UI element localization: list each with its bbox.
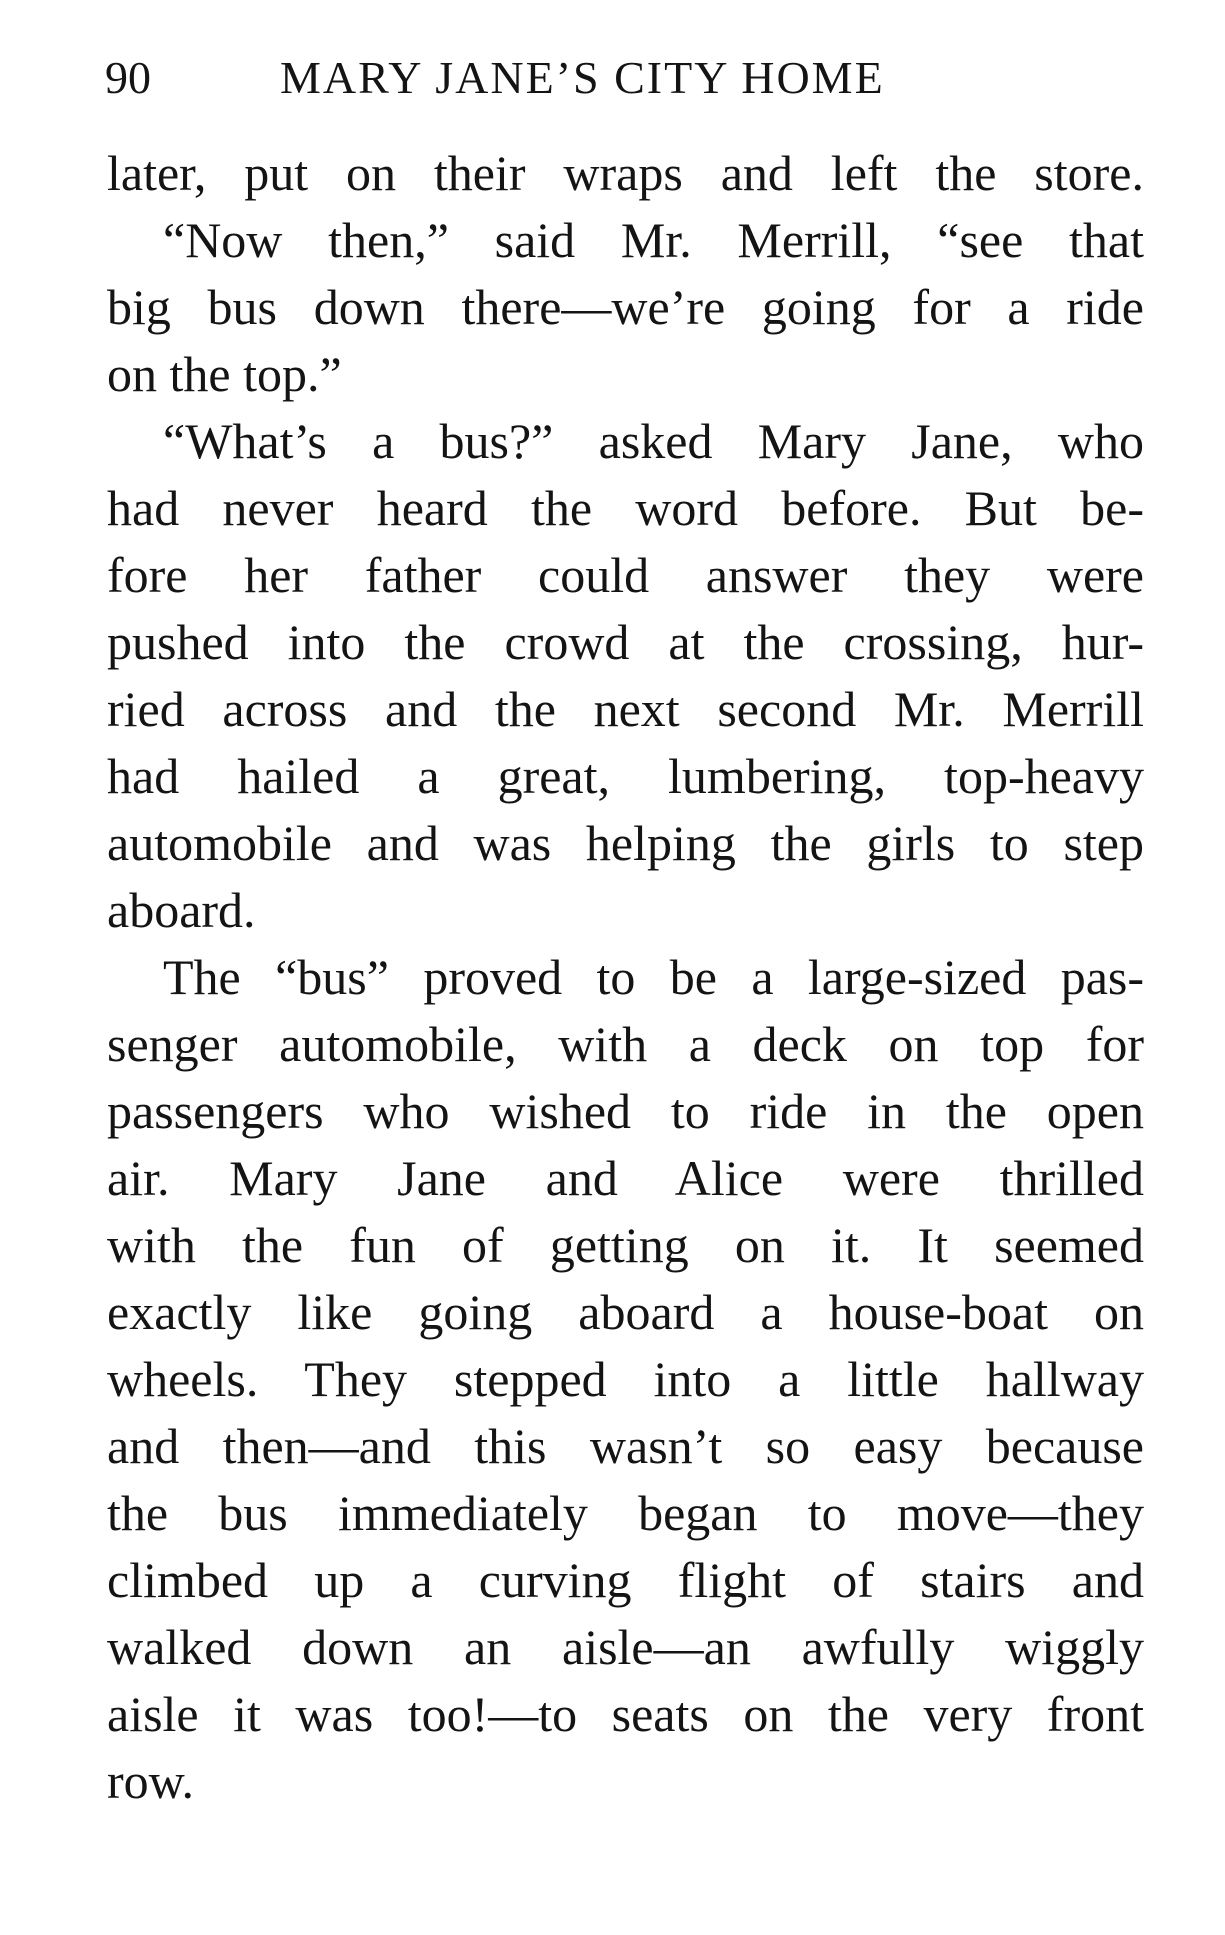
- text-line: aisle it was too!—to seats on the very front: [107, 1686, 1144, 1742]
- text-line: exactly like going aboard a house-boat on: [107, 1284, 1144, 1340]
- text-line: with the fun of getting on it. It seemed: [107, 1217, 1144, 1273]
- text-line: wheels. They stepped into a little hallway: [107, 1351, 1144, 1407]
- text-line: climbed up a curving flight of stairs and: [107, 1552, 1144, 1608]
- text-line: pushed into the crowd at the crossing, hur-: [107, 614, 1144, 670]
- text-line: row.: [107, 1753, 195, 1809]
- text-line: later, put on their wraps and left the store.: [107, 145, 1144, 201]
- text-line: aboard.: [107, 882, 256, 938]
- text-line: The “bus” proved to be a large-sized pas-: [163, 949, 1144, 1005]
- text-line: had never heard the word before. But be-: [107, 480, 1144, 536]
- text-line: “What’s a bus?” asked Mary Jane, who: [163, 413, 1144, 469]
- text-line: walked down an aisle—an awfully wiggly: [107, 1619, 1144, 1675]
- text-line: senger automobile, with a deck on top for: [107, 1016, 1144, 1072]
- text-line: ried across and the next second Mr. Merrill: [107, 681, 1144, 737]
- text-line: had hailed a great, lumbering, top-heavy: [107, 748, 1144, 804]
- text-line: fore her father could answer they were: [107, 547, 1144, 603]
- text-line: the bus immediately began to move—they: [107, 1485, 1144, 1541]
- text-line: passengers who wished to ride in the open: [107, 1083, 1144, 1139]
- text-line: big bus down there—we’re going for a ride: [107, 279, 1144, 335]
- text-line: automobile and was helping the girls to step: [107, 815, 1144, 871]
- page-header: [105, 48, 1145, 108]
- body-text: [107, 140, 1144, 1815]
- running-title: MARY JANE’S CITY HOME: [280, 52, 885, 103]
- text-line: and then—and this wasn’t so easy because: [107, 1418, 1144, 1474]
- text-line: “Now then,” said Mr. Merrill, “see that: [163, 212, 1144, 268]
- text-line: on the top.”: [107, 346, 342, 402]
- page-number: 90: [105, 52, 151, 103]
- text-line: air. Mary Jane and Alice were thrilled: [107, 1150, 1144, 1206]
